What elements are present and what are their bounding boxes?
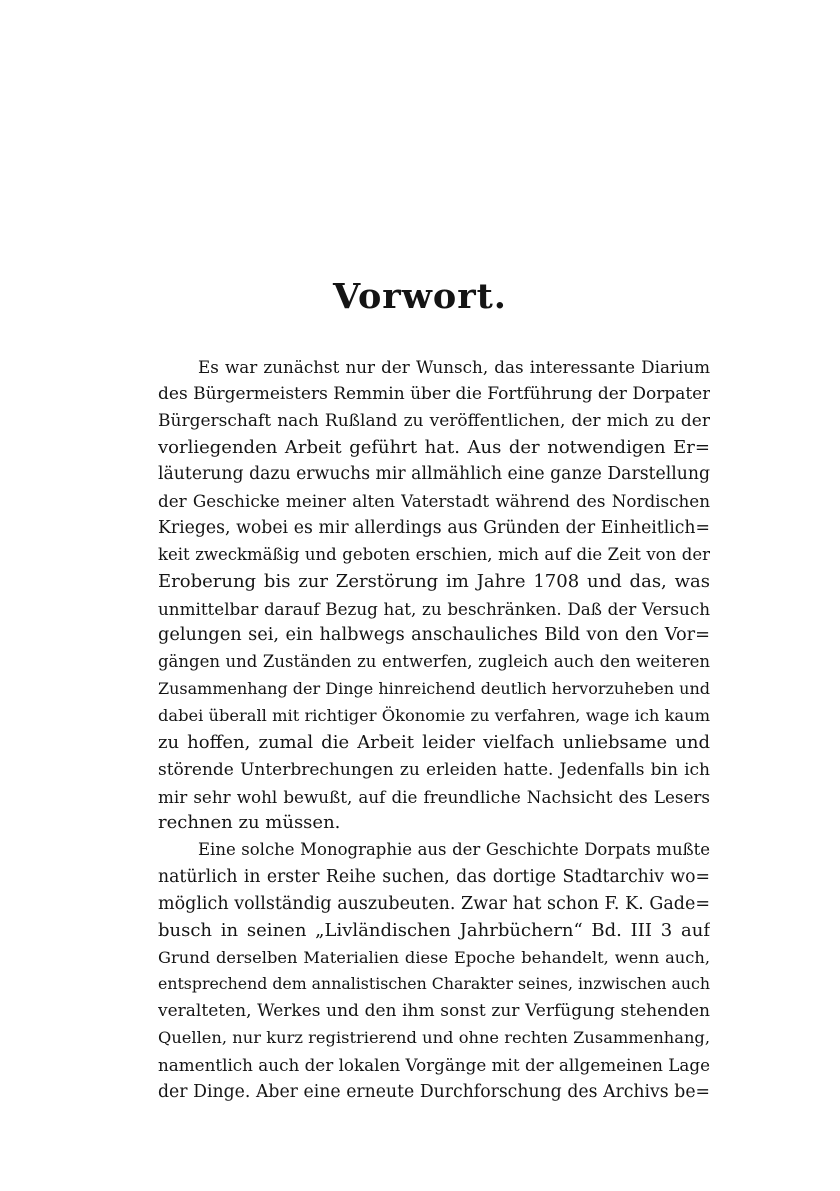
text-line: störende Unterbrechungen zu erleiden hatte. Jedenfalls bin ich xyxy=(158,759,710,780)
text-line: Eroberung bis zur Zerstörung im Jahre 1708 und das, was xyxy=(158,570,710,592)
text-line: dabei überall mit richtiger Ökonomie zu verfahren, wage ich kaum xyxy=(158,705,710,725)
text-line: Zusammenhang der Dinge hinreichend deutlich hervorzuheben und xyxy=(158,679,710,699)
page-title: Vorwort. xyxy=(333,276,507,317)
text-line: vorliegenden Arbeit geführt hat. Aus der notwendigen Er= xyxy=(158,436,710,458)
text-line: der Dinge. Aber eine erneute Durchforschung des Archivs be= xyxy=(158,1081,710,1102)
text-line: möglich vollständig auszubeuten. Zwar hat schon F. K. Gade= xyxy=(158,893,710,914)
text-line: Krieges, wobei es mir allerdings aus Gründen der Einheitlich= xyxy=(158,518,710,539)
text-line: namentlich auch der lokalen Vorgänge mit der allgemeinen Lage xyxy=(158,1054,710,1075)
text-line: des Bürgermeisters Remmin über die Fortführung der Dorpater xyxy=(158,383,710,404)
text-line: läuterung dazu erwuchs mir allmählich eine ganze Darstellung xyxy=(158,464,710,485)
text-line: der Geschicke meiner alten Vaterstadt während des Nordischen xyxy=(158,491,710,512)
preface-body xyxy=(158,354,710,1106)
text-line: gängen und Zuständen zu entwerfen, zugleich auch den weiteren xyxy=(158,652,710,672)
text-line: busch in seinen „Livländischen Jahrbüchern“ Bd. III 3 auf xyxy=(158,919,710,941)
text-line: Eine solche Monographie aus der Geschichte Dorpats mußte xyxy=(198,840,710,860)
text-line: Quellen, nur kurz registrierend und ohne rechten Zusammenhang, xyxy=(158,1028,710,1048)
text-line: natürlich in erster Reihe suchen, das dortige Stadtarchiv wo= xyxy=(158,867,710,888)
text-line: zu hoffen, zumal die Arbeit leider vielfach unliebsame und xyxy=(158,731,710,753)
text-line: unmittelbar darauf Bezug hat, zu beschränken. Daß der Versuch xyxy=(158,598,710,619)
text-line: entsprechend dem annalistischen Charakter seines, inzwischen auch xyxy=(158,974,710,994)
text-line: gelungen sei, ein halbwegs anschauliches Bild von den Vor= xyxy=(158,625,710,646)
text-line: rechnen zu müssen. xyxy=(158,812,341,834)
text-line: Bürgerschaft nach Rußland zu veröffentlichen, der mich zu der xyxy=(158,410,710,431)
text-line: keit zweckmäßig und geboten erschien, mich auf die Zeit von der xyxy=(158,544,710,564)
text-line: mir sehr wohl bewußt, auf die freundliche Nachsicht des Lesers xyxy=(158,786,710,807)
text-line: Es war zunächst nur der Wunsch, das interessante Diarium xyxy=(198,357,710,377)
text-line: Grund derselben Materialien diese Epoche behandelt, wenn auch, xyxy=(158,947,710,967)
text-line: veralteten, Werkes und den ihm sonst zur Verfügung stehenden xyxy=(158,1001,710,1022)
